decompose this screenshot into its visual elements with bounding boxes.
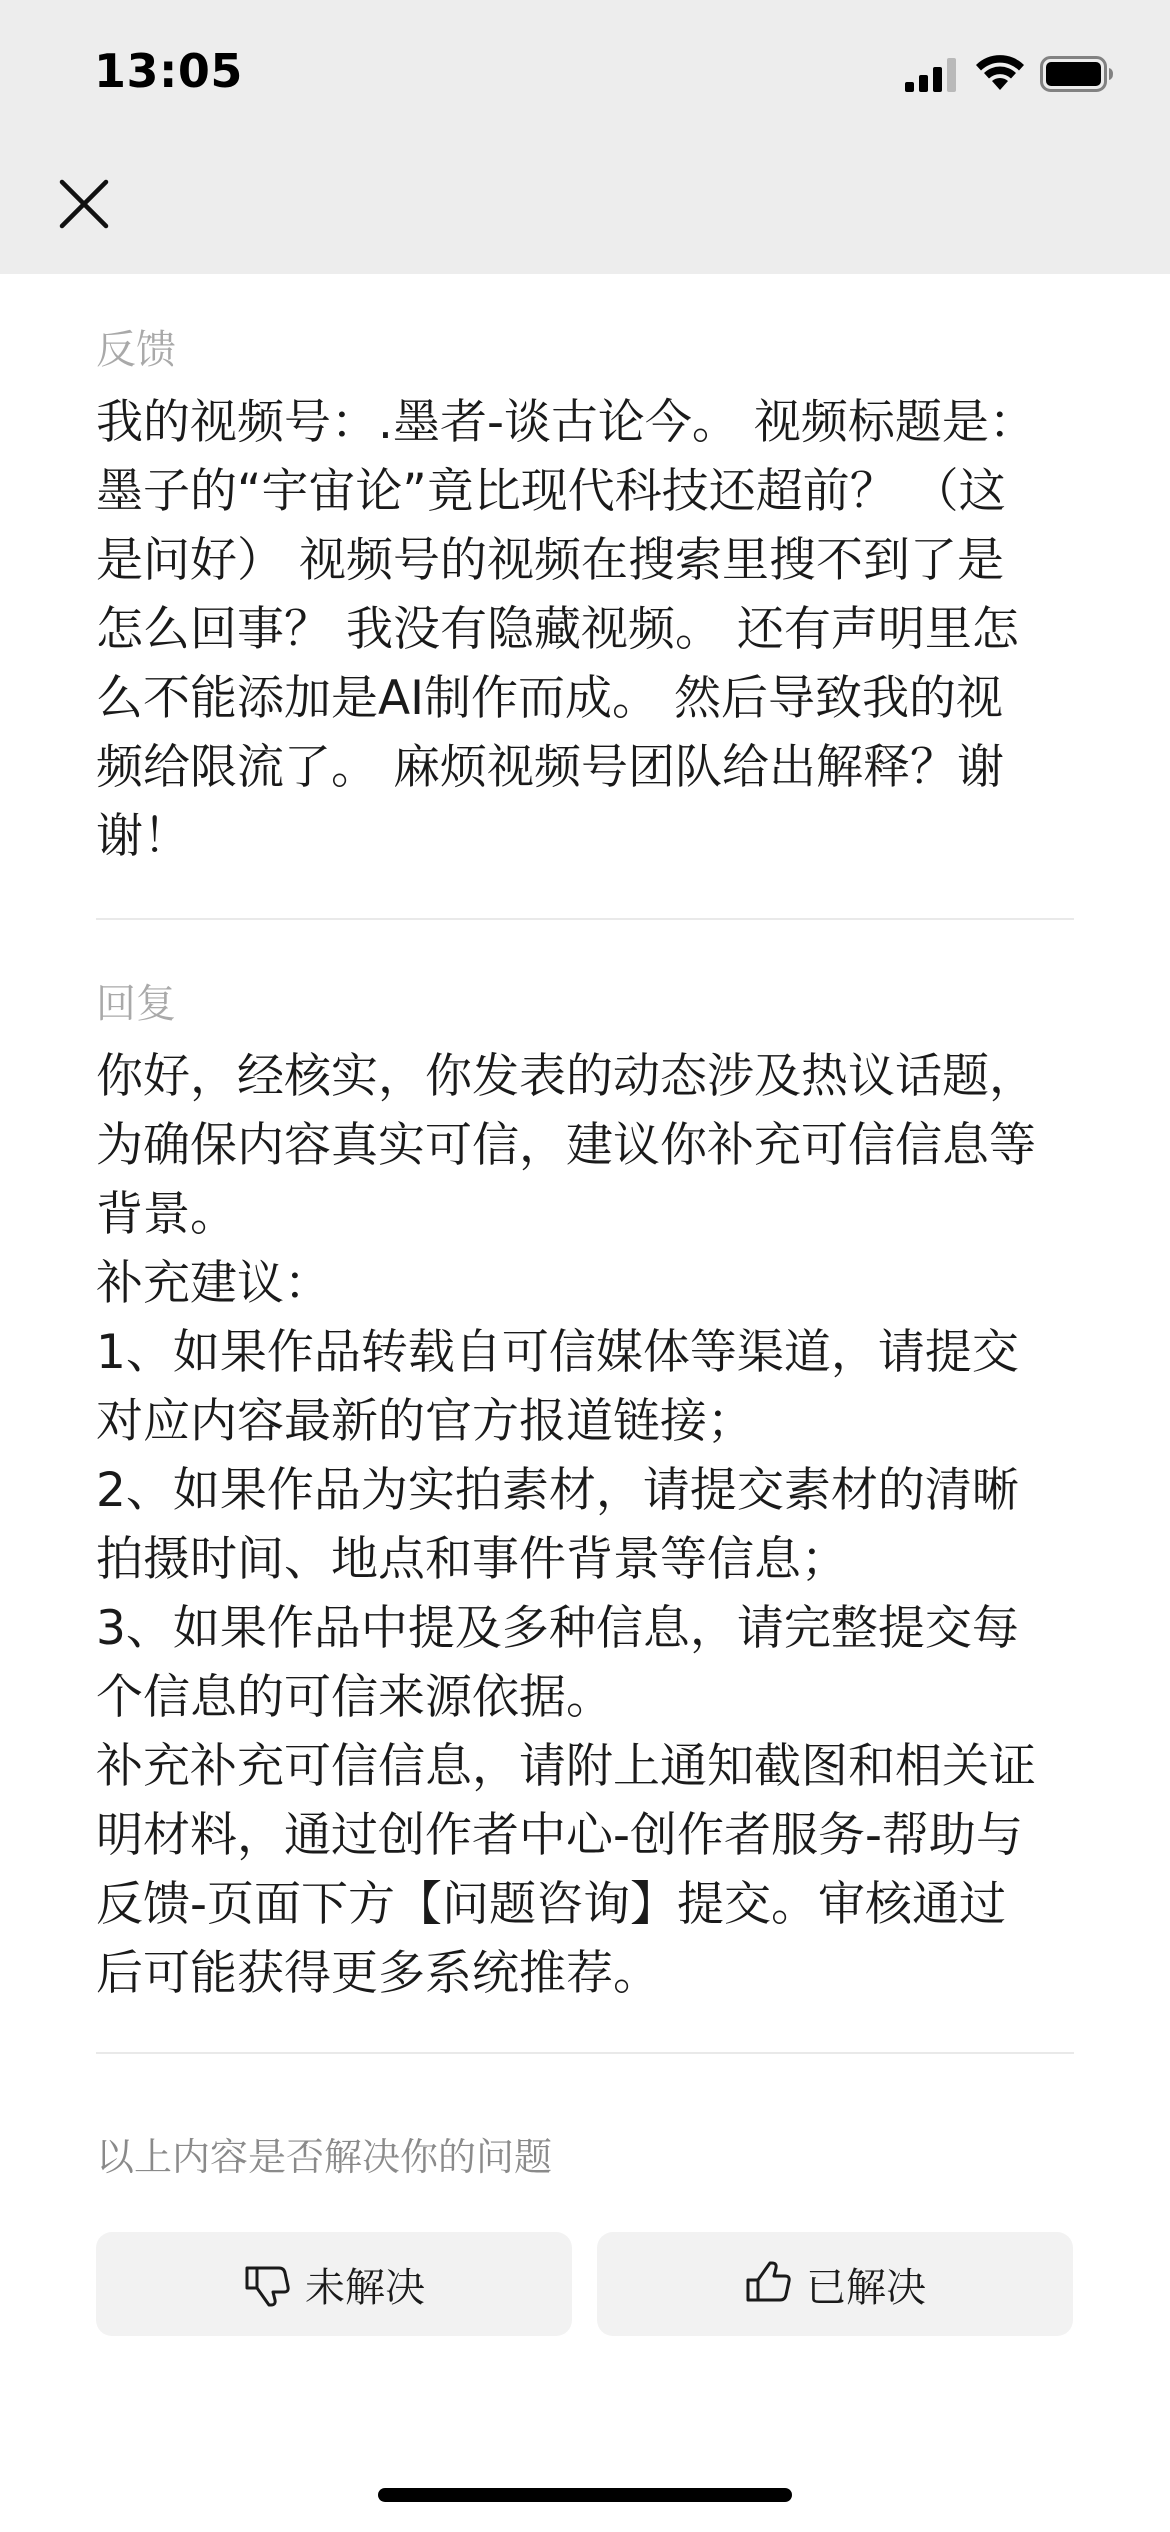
divider: [96, 918, 1074, 920]
reply-label: 回复: [96, 981, 176, 1027]
reply-text: 你好，经核实，你发表的动态涉及热议话题， 为确保内容真实可信，建议你补充可信信息等 背景。 补充建议： 1、如果作品转载自可信媒体等渠道，请提交 对应内容最新的官方报道链接； 2、如果作品为实拍素材，请提交素材的清晰 拍摄时间、地点和事件背景等信息； 3、如果作品中提及多种信息，请完整提交每 个信息的可信来源依据。 补充补充可信信息，请附上通知截图和相关证 明材料，通过创作者中心-创作者服务-帮助与 反馈-页面下方【问题咨询】提交。审核通过 后可能获得更多系统推荐。: [96, 1049, 1036, 2001]
home-indicator: [378, 2488, 792, 2502]
wifi-icon: [975, 54, 1025, 92]
unresolved-button[interactable]: [96, 2232, 572, 2336]
resolution-prompt: 以上内容是否解决你的问题: [96, 2135, 553, 2179]
close-icon[interactable]: [56, 176, 112, 232]
unresolved-label: 未解决: [305, 2264, 425, 2311]
signal-icon: [905, 58, 959, 92]
top-bar: [0, 0, 1170, 274]
thumbs-up-icon: [744, 2260, 792, 2308]
feedback-label: 反馈: [96, 327, 176, 373]
status-bar: [0, 0, 1170, 150]
resolved-button[interactable]: [597, 2232, 1073, 2336]
resolved-label: 已解决: [806, 2264, 926, 2311]
status-time: 13:05: [94, 44, 243, 98]
feedback-text: 我的视频号：.墨者-谈古论今。 视频标题是： 墨子的“宇宙论”竟比现代科技还超前？ （这 是问好） 视频号的视频在搜索里搜不到了是 怎么回事？ 我没有隐藏视频。 还有声明里怎 么不能添加是AI制作而成。 然后导致我的视 频给限流了。 麻烦视频号团队给出解释？谢 谢！: [96, 395, 1036, 864]
thumbs-down-icon: [243, 2260, 291, 2308]
battery-icon: [1040, 56, 1114, 92]
divider: [96, 2052, 1074, 2054]
